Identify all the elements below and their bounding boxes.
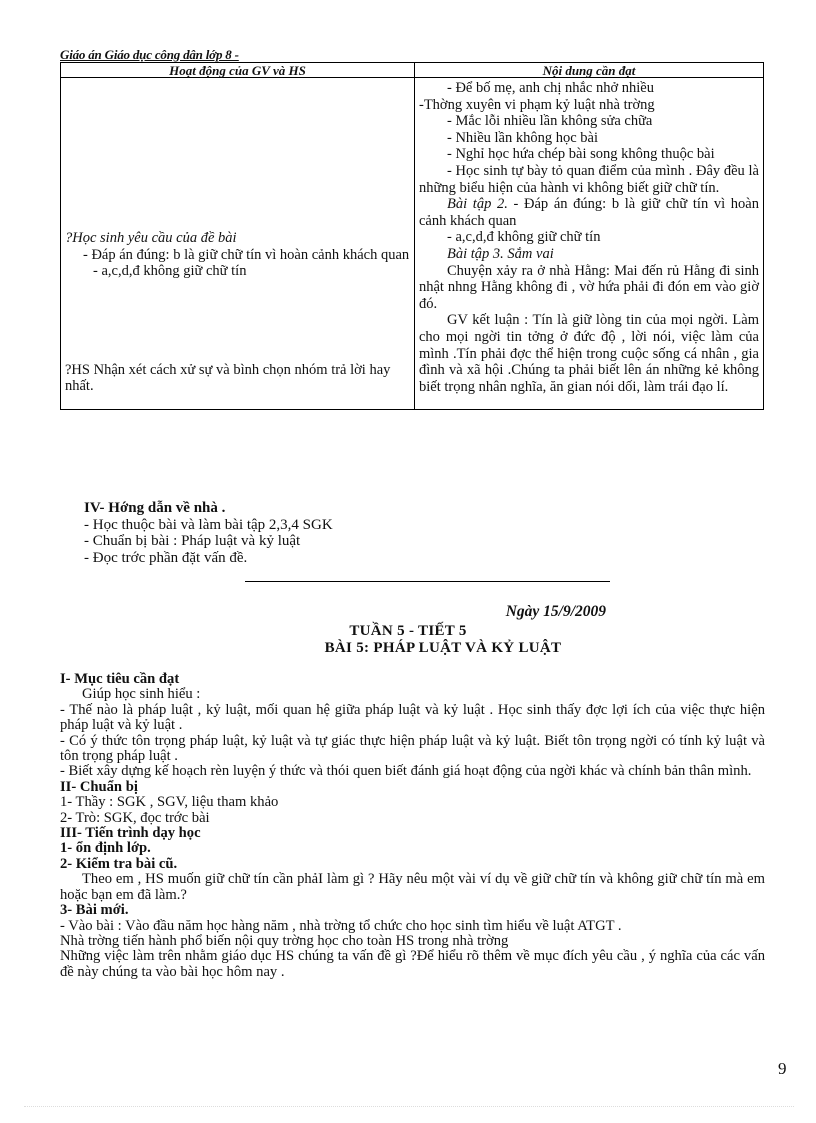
exercise-3-label: Bài tập 3. Sắm vai bbox=[447, 245, 554, 262]
content-cell bbox=[415, 78, 764, 410]
left-question-1: ?Học sinh yêu cầu của đề bài bbox=[65, 230, 237, 246]
step-1: 1- ổn định lớp. bbox=[60, 840, 151, 857]
homework-title: IV- Hớng dẫn về nhà . bbox=[84, 500, 226, 516]
homework-item: - Đọc trớc phần đặt vấn đề. bbox=[84, 549, 248, 566]
section-objectives: I- Mục tiêu cần đạt bbox=[60, 671, 180, 687]
prep-item: 2- Trò: SGK, đọc trớc bài bbox=[60, 809, 210, 826]
left-question-2: ?HS Nhận xét cách xử sự và bình chọn nhóm trả lời hay nhất. bbox=[65, 361, 391, 395]
homework-item: - Học thuộc bài và làm bài tập 2,3,4 SGK bbox=[84, 516, 333, 533]
content-line: - Nghỉ học hứa chép bài song không thuộc bài bbox=[447, 146, 715, 163]
lesson-date: Ngày 15/9/2009 bbox=[505, 603, 606, 620]
footer-dotted-line bbox=[24, 1106, 794, 1107]
col-right-header: Nội dung cần đạt bbox=[415, 63, 764, 78]
section-preparation: II- Chuẩn bị bbox=[60, 778, 138, 795]
step-3: 3- Bài mới. bbox=[60, 902, 129, 919]
lesson-table bbox=[60, 62, 764, 410]
teacher-conclusion: GV kết luận : Tín là giữ lòng tin của mọi ngời. Làm cho mọi ngời tin tởng ở đức độ , lời nói, việc làm của mình .Tín phải đợc thể hiện trong cuộc sống cá nhân , gia đình và xã hội .Chúng ta phải biết lên án những kẻ không biết trọng nhân nghĩa, ăn gian nói dối, làm trái đạo lí. bbox=[419, 312, 759, 395]
content-line: - a,c,d,đ không giữ chữ tín bbox=[447, 229, 601, 246]
step-3-text: Nhà trờng tiến hành phổ biến nội quy trờng học cho toàn HS trong nhà trờng bbox=[60, 932, 509, 949]
exercise-2-label: Bài tập 2. bbox=[447, 196, 508, 213]
exercise-2-text: - Đáp án đúng: b là giữ chữ tín vì hoàn cảnh khách quan bbox=[419, 196, 759, 229]
step-2: 2- Kiểm tra bài cũ. bbox=[60, 855, 178, 872]
col-left-header: Hoạt động của GV và HS bbox=[61, 63, 415, 78]
objective-item: - Thế nào là pháp luật , kỷ luật, mối quan hệ giữa pháp luật và kỷ luật . Học sinh thấy đợc lợi ích của việc thực hiện pháp luật và kỷ luật . bbox=[60, 701, 765, 734]
content-line: - Nhiều lần không học bài bbox=[447, 129, 599, 146]
section-procedure: III- Tiến trình dạy học bbox=[60, 825, 201, 842]
objectives-intro: Giúp học sinh hiểu : bbox=[82, 686, 201, 703]
homework-section bbox=[82, 500, 333, 566]
step-3-text: - Vào bài : Vào đầu năm học hàng năm , nhà trờng tổ chức cho học sinh tìm hiểu về luật ATGT . bbox=[60, 917, 622, 934]
left-answer-1: - Đáp án đúng: b là giữ chữ tín vì hoàn cảnh khách quan bbox=[83, 246, 410, 263]
prep-item: 1- Thầy : SGK , SGV, liệu tham khảo bbox=[60, 794, 279, 811]
lesson-title: BÀI 5: PHÁP LUẬT VÀ KỶ LUẬT bbox=[324, 640, 562, 656]
content-line: - Để bố mẹ, anh chị nhắc nhở nhiều bbox=[447, 80, 654, 96]
teacher-student-activity-cell bbox=[61, 78, 415, 410]
week-period: TUẦN 5 - TIẾT 5 bbox=[349, 623, 467, 639]
content-line: -Thờng xuyên vi phạm kỷ luật nhà trờng bbox=[419, 96, 655, 113]
content-line: - Học sinh tự bày tỏ quan điểm của mình . Đây đều là những biểu hiện của hành vi không biết giữ chữ tín. bbox=[419, 162, 759, 196]
content-line: Chuyện xảy ra ở nhà Hằng: Mai đến rủ Hằng đi sinh nhật nhng Hằng không đi , vờ hứa phải đi đón em vào giờ đó. bbox=[419, 262, 759, 312]
page-number: 9 bbox=[778, 1059, 787, 1078]
left-answer-2: - a,c,d,đ không giữ chữ tín bbox=[93, 263, 247, 280]
step-3-text: Những việc làm trên nhằm giáo dục HS chúng ta vấn đề gì ?Để hiểu rõ thêm về mục đích yêu cầu , ý nghĩa của các vấn đề này chúng ta vào bài học hôm nay . bbox=[60, 948, 765, 980]
running-header: Giáo án Giáo dục công dân lớp 8 - bbox=[60, 47, 239, 62]
lesson-body bbox=[60, 672, 765, 980]
objective-item: - Có ý thức tôn trọng pháp luật, kỷ luật và tự giác thực hiện pháp luật và kỷ luật. Biết tôn trọng ngời có tính kỷ luật và tôn trọng pháp luật . bbox=[60, 732, 765, 765]
content-line: - Mắc lỗi nhiều lần không sửa chữa bbox=[447, 113, 653, 130]
objective-item: - Biết xây dựng kế hoạch rèn luyện ý thức và thói quen biết đánh giá hoạt động của ngời khác và chính bản thân mình. bbox=[60, 763, 752, 780]
homework-item: - Chuẩn bị bài : Pháp luật và kỷ luật bbox=[84, 533, 301, 549]
exercise-2 bbox=[419, 196, 759, 229]
divider bbox=[245, 581, 610, 582]
step-2-text: Theo em , HS muốn giữ chữ tín cần phảI làm gì ? Hãy nêu một vài ví dụ về giữ chữ tín và không giữ chữ tín mà em hoặc bạn em đã làm.? bbox=[60, 871, 765, 903]
